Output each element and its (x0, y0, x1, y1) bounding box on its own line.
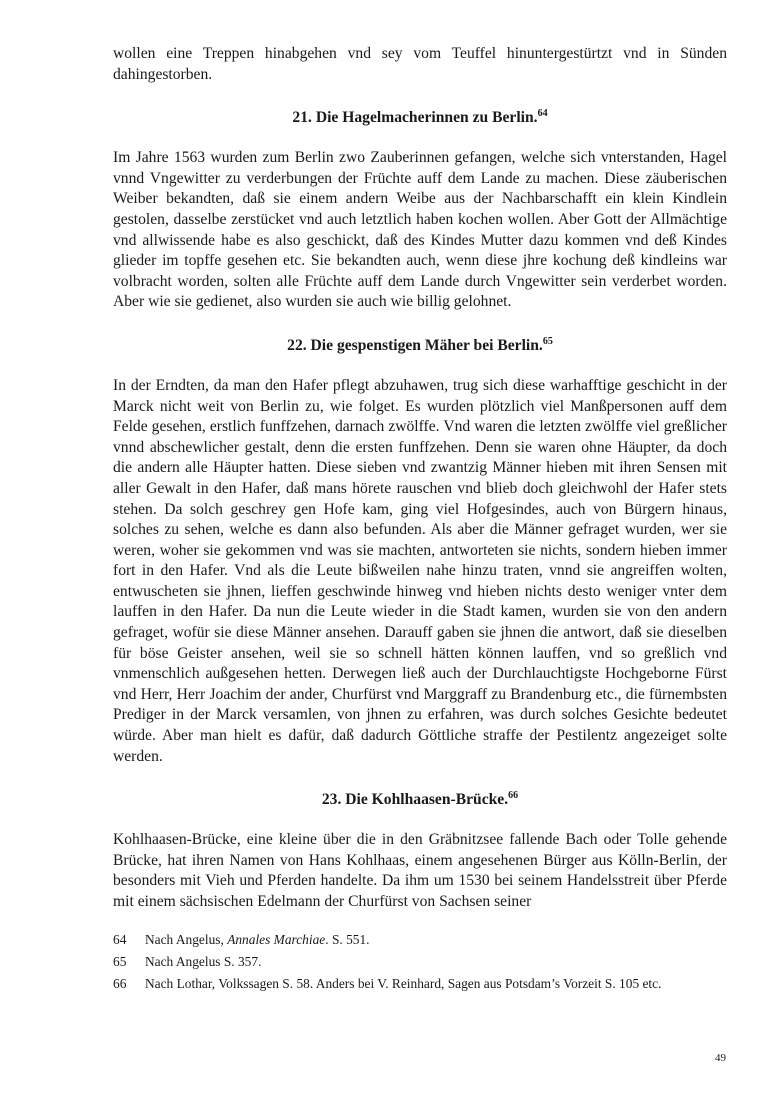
footnote-number: 65 (113, 953, 127, 969)
section-22-heading (113, 336, 727, 356)
section-23-heading (113, 790, 727, 810)
intro-paragraph: wollen eine Treppen hinabgehen vnd sey vom Teuffel hinuntergestürtzt vnd in Sünden dahingestorben. (113, 45, 727, 83)
section-23-text: Kohlhaasen-Brücke, eine kleine über die in den Gräbnitzsee fallende Bach oder Tolle gehende Brücke, hat ihren Namen von Hans Kohlhaas, einem angesehenen Bürger aus Kölln-Berlin, der besonders mit Vieh und Pferden handelte. Da ihm um 1530 bei seinem Handelsstreit über Pferde mit einem sächsischen Edelmann der Churfürst von Sachsen seiner (113, 831, 727, 910)
section-23-title: 23. Die Kohlhaasen-Brücke. (321, 791, 509, 809)
section-21-title: 21. Die Hagelmacherinnen zu Berlin. (292, 109, 538, 127)
footnote-ref-64[interactable]: 64 (537, 108, 548, 120)
page-body (113, 44, 727, 997)
section-21-text: Im Jahre 1563 wurden zum Berlin zwo Zauberinnen gefangen, welche sich vnterstanden, Hagel vnnd Vngewitter zu verderbungen der Früchte auff dem Lande zu machen. Diese zäuberischen Weiber bekandten, daß sie einem andern Weibe aus der Nachbarschafft ein klein Kindlein gestolen, dasselbe zerstücket vnd auch letztlich haben kochen wollen. Aber Gott der Allmächtige vnd allwissende habe es also geschickt, daß des Kindes Mutter dazu kommen vnd deß Kindes glieder im topffe gesehen etc. Sie bekandten auch, wenn diese jhre kochung deß kindleins war volbracht worden, solten alle Früchte auff dem Lande durch Vngewitter sein verderbet worden. Aber wie sie gedienet, also wurden sie auch wie billig gelohnet. (113, 149, 727, 311)
footnote-text: Nach Angelus, Annales Marchiae. S. 551. (145, 931, 370, 947)
footnote-text: Nach Lothar, Volkssagen S. 58. Anders bei V. Reinhard, Sagen aus Potsdam’s Vorzeit S. 105 etc. (145, 976, 662, 991)
section-21-heading (113, 108, 727, 128)
footnote-ref-65[interactable]: 65 (542, 335, 553, 347)
footnote-ref-66[interactable]: 66 (508, 790, 519, 802)
footnote-text: Nach Angelus S. 357. (145, 953, 262, 969)
footnote-64 (113, 931, 727, 949)
page-number: 49 (715, 1052, 726, 1064)
footnote-number: 64 (113, 931, 127, 947)
footnotes (113, 931, 727, 994)
footnote-65 (113, 953, 727, 971)
footnote-66 (113, 975, 727, 993)
footnote-number: 66 (113, 976, 127, 991)
section-22-text: In der Erndten, da man den Hafer pflegt abzuhawen, trug sich diese warhafftige geschicht in der Marck nicht weit von Berlin zu, wie folget. Es wurden plötzlich viel Manßpersonen auff dem Felde gesehen, erstlich funffzehen, darnach zwölffe. Vnd waren die letzten zwölffe viel greßlicher vnnd abschewlicher gestalt, denn die ersten funffzehen. Denn sie waren ohne Häupter, da doch die andern alle Häupter hatten. Diese sieben vnd zwantzig Männer hieben mit ihren Sensen mit aller Gewalt in den Hafer, daß mans hörete rauschen vnd blieb doch gleichwohl der Hafer stets stehen. Da solch geschrey gen Hofe kam, ging viel Hofgesindes, auch von Bürgern hinaus, solches zu sehen, welche es dann also befunden. Als aber die Männer gefraget wurden, wer sie weren, woher sie gekommen vnd was sie machten, antworteten sie nichts, sondern hieben immer fort in den Hafer. Vnd als die Leute bißweilen nahe hinzu traten, vnnd sie angreiffen wolten, entwuscheten sie jhnen, lieffen geschwinde hinweg vnd hieben nichts desto weniger vnter dem lauffen in den Hafer. Da nun die Leute wieder in die Stadt kamen, wurden sie von den andern gefraget, wofür sie diese Männer ansehen. Darauff gaben sie jhnen die antwort, daß sie dieselben für böse Geister ansehen, weil sie so schnell hätten können lauffen, vnd so greßlich vnd vnmenschlich außgesehen hetten. Derwegen ließ auch der Durchlauchtigste Hochgeborne Fürst vnd Herr, Herr Joachim der ander, Churfürst vnd Marggraff zu Brandenburg etc., die fürnembsten Prediger in der Marck versamlen, von jhnen zu erfahren, was durch solches Gesichte bedeutet würde. Aber man hielt es dafür, daß dadurch Göttliche straffe der Pestilentz angezeiget solte werden. (113, 376, 727, 765)
footnote-title: Annales Marchiae (227, 931, 326, 947)
section-22-title: 22. Die gespenstigen Mäher bei Berlin. (287, 336, 543, 354)
